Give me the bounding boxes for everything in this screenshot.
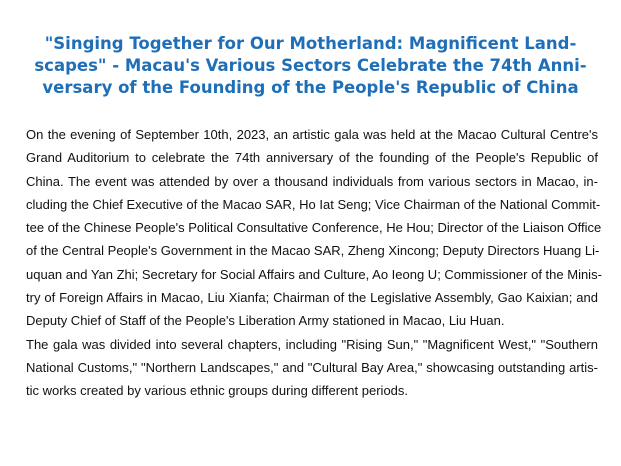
paragraph-line: tee of the Chinese People's Political Consultative Conference, He Hou; Director of the Liaison Office [26, 220, 602, 236]
paragraph-line: uquan and Yan Zhi; Secretary for Social Affairs and Culture, Ao Ieong U; Commissioner of the Minis- [26, 266, 602, 282]
paragraph-line: The gala was divided into several chapters, including "Rising Sun," "Magnificent West," "Southern [26, 336, 598, 352]
paragraph-line: Deputy Chief of Staff of the People's Liberation Army stationed in Macao, Liu Huan. [26, 313, 505, 329]
paragraph-gala-chapters [26, 333, 598, 403]
paragraph-gala-attendees [26, 123, 602, 333]
article-title-line: "Singing Together for Our Motherland: Magnificent Land- [44, 34, 577, 53]
paragraph-line: cluding the Chief Executive of the Macao SAR, Ho Iat Seng; Vice Chairman of the National Commit- [26, 196, 601, 212]
paragraph-line: China. The event was attended by over a thousand individuals from various sectors in Macao, in- [26, 173, 598, 189]
paragraph-line: On the evening of September 10th, 2023, an artistic gala was held at the Macao Cultural Centre's [26, 127, 598, 142]
paragraph-line: try of Foreign Affairs in Macao, Liu Xianfa; Chairman of the Legislative Assembly, Gao Kaixian; and [26, 290, 598, 306]
article-body [26, 123, 602, 403]
article-title-line: scapes" - Macau's Various Sectors Celebrate the 74th Anni- [34, 56, 587, 75]
paragraph-line: tic works created by various ethnic groups during different periods. [26, 383, 409, 399]
paragraph-line: National Customs," "Northern Landscapes," and "Cultural Bay Area," showcasing outstanding artis- [26, 359, 598, 375]
article-title-line: versary of the Founding of the People's Republic of China [42, 78, 579, 97]
article-title [20, 33, 601, 99]
paragraph-line: of the Central People's Government in the Macao SAR, Zheng Xincong; Deputy Directors Huang Li- [26, 243, 600, 259]
paragraph-line: Grand Auditorium to celebrate the 74th anniversary of the founding of the People's Republic of [26, 150, 598, 166]
